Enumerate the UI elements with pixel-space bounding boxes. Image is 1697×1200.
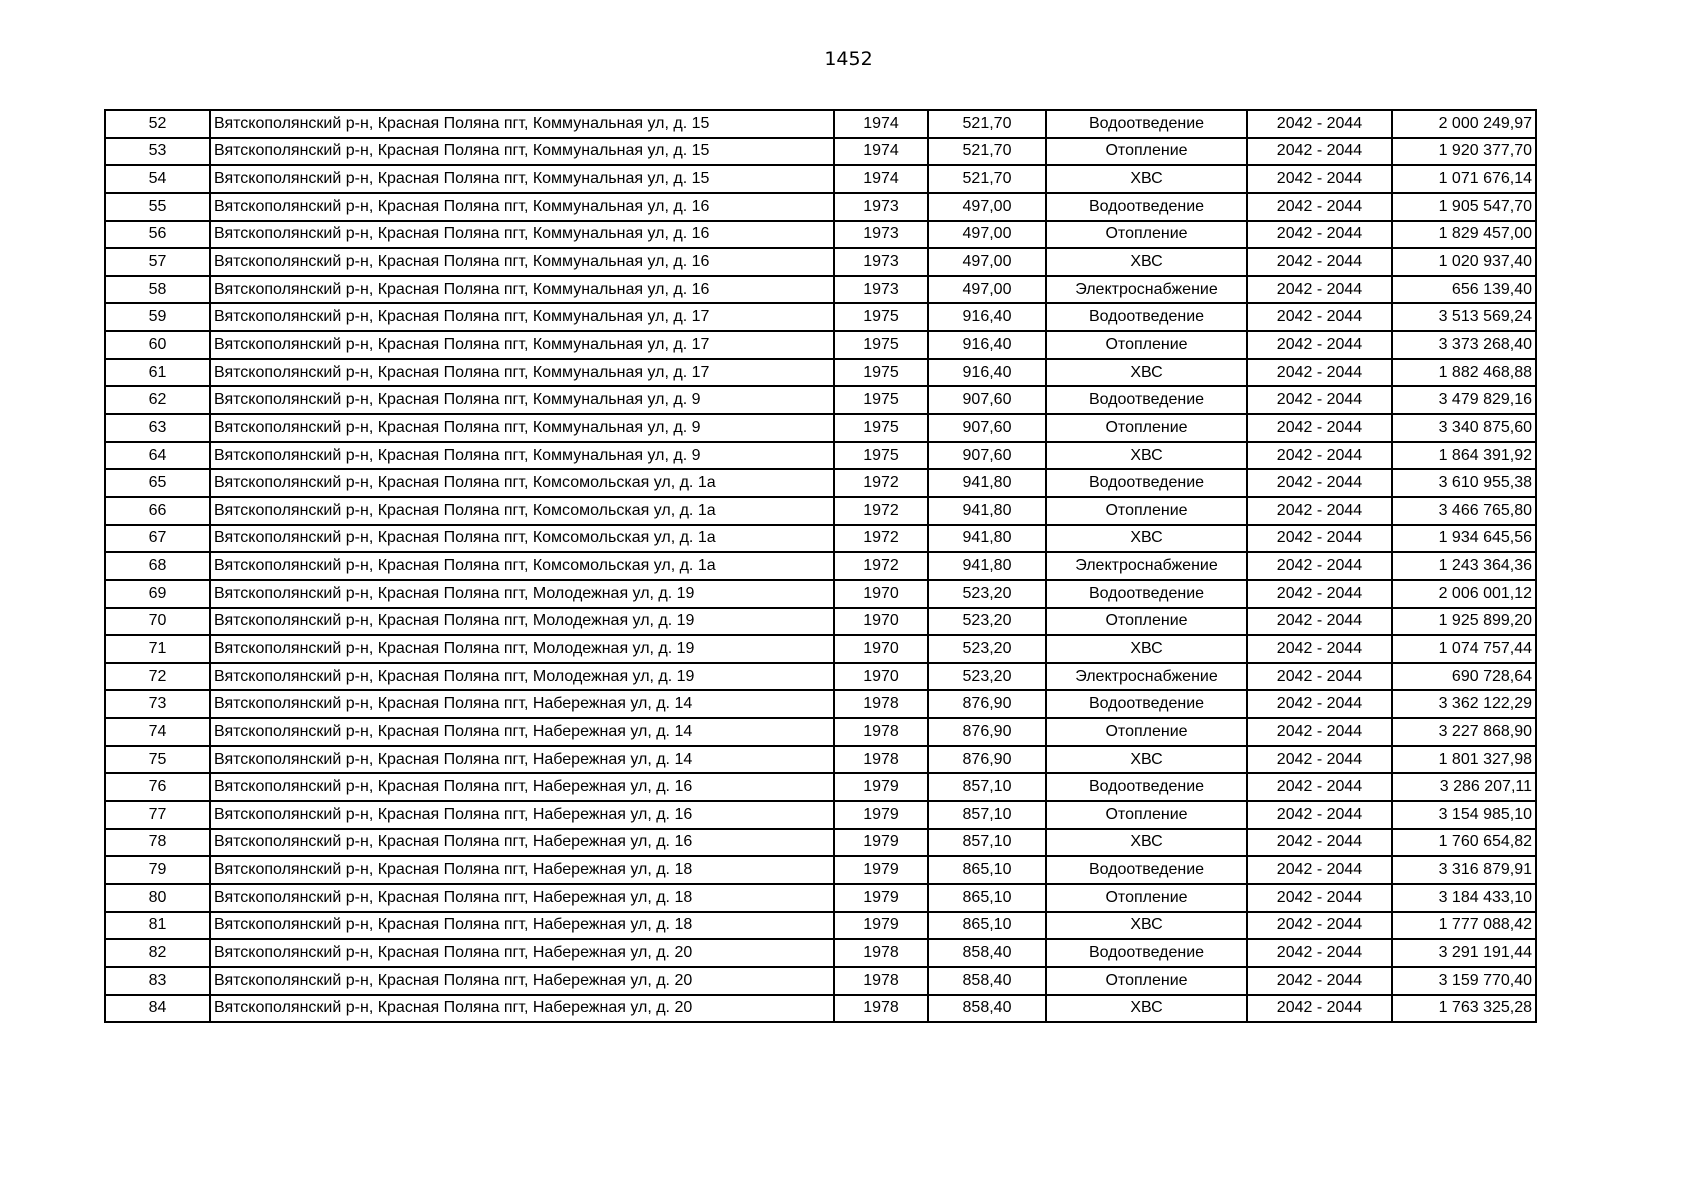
address-cell: Вятскополянский р-н, Красная Поляна пгт, Молодежная ул, д. 19 bbox=[210, 580, 834, 608]
table-row bbox=[105, 552, 1536, 580]
area-cell: 865,10 bbox=[928, 884, 1046, 912]
row-number-cell: 73 bbox=[105, 690, 210, 718]
service-cell: Отопление bbox=[1046, 331, 1247, 359]
table-row bbox=[105, 635, 1536, 663]
table-row bbox=[105, 386, 1536, 414]
address-cell: Вятскополянский р-н, Красная Поляна пгт, Набережная ул, д. 14 bbox=[210, 718, 834, 746]
cost-cell: 3 513 569,24 bbox=[1392, 303, 1536, 331]
table-row bbox=[105, 801, 1536, 829]
service-cell: Отопление bbox=[1046, 884, 1247, 912]
cost-cell: 3 291 191,44 bbox=[1392, 939, 1536, 967]
service-cell: ХВС bbox=[1046, 442, 1247, 470]
table-row bbox=[105, 773, 1536, 801]
service-cell: Водоотведение bbox=[1046, 386, 1247, 414]
table-row bbox=[105, 663, 1536, 691]
cost-cell: 1 920 377,70 bbox=[1392, 138, 1536, 166]
year-cell: 1972 bbox=[834, 469, 928, 497]
year-cell: 1973 bbox=[834, 276, 928, 304]
cost-cell: 1 905 547,70 bbox=[1392, 193, 1536, 221]
address-cell: Вятскополянский р-н, Красная Поляна пгт, Набережная ул, д. 18 bbox=[210, 856, 834, 884]
cost-cell: 1 020 937,40 bbox=[1392, 248, 1536, 276]
period-cell: 2042 - 2044 bbox=[1247, 773, 1392, 801]
row-number-cell: 79 bbox=[105, 856, 210, 884]
row-number-cell: 60 bbox=[105, 331, 210, 359]
cost-cell: 2 000 249,97 bbox=[1392, 110, 1536, 138]
service-cell: Отопление bbox=[1046, 967, 1247, 995]
period-cell: 2042 - 2044 bbox=[1247, 525, 1392, 553]
cost-cell: 1 934 645,56 bbox=[1392, 525, 1536, 553]
row-number-cell: 55 bbox=[105, 193, 210, 221]
table-row bbox=[105, 608, 1536, 636]
address-cell: Вятскополянский р-н, Красная Поляна пгт, Коммунальная ул, д. 16 bbox=[210, 276, 834, 304]
area-cell: 523,20 bbox=[928, 608, 1046, 636]
area-cell: 876,90 bbox=[928, 690, 1046, 718]
year-cell: 1973 bbox=[834, 221, 928, 249]
period-cell: 2042 - 2044 bbox=[1247, 690, 1392, 718]
service-cell: ХВС bbox=[1046, 248, 1247, 276]
period-cell: 2042 - 2044 bbox=[1247, 801, 1392, 829]
table-row bbox=[105, 718, 1536, 746]
table-row bbox=[105, 359, 1536, 387]
year-cell: 1974 bbox=[834, 138, 928, 166]
period-cell: 2042 - 2044 bbox=[1247, 608, 1392, 636]
service-cell: ХВС bbox=[1046, 525, 1247, 553]
service-cell: ХВС bbox=[1046, 635, 1247, 663]
cost-cell: 3 316 879,91 bbox=[1392, 856, 1536, 884]
year-cell: 1974 bbox=[834, 165, 928, 193]
service-cell: Водоотведение bbox=[1046, 193, 1247, 221]
table-row bbox=[105, 690, 1536, 718]
service-cell: Водоотведение bbox=[1046, 690, 1247, 718]
address-cell: Вятскополянский р-н, Красная Поляна пгт, Коммунальная ул, д. 16 bbox=[210, 221, 834, 249]
period-cell: 2042 - 2044 bbox=[1247, 718, 1392, 746]
area-cell: 523,20 bbox=[928, 663, 1046, 691]
area-cell: 916,40 bbox=[928, 303, 1046, 331]
service-cell: Водоотведение bbox=[1046, 939, 1247, 967]
row-number-cell: 70 bbox=[105, 608, 210, 636]
period-cell: 2042 - 2044 bbox=[1247, 663, 1392, 691]
table-row bbox=[105, 221, 1536, 249]
period-cell: 2042 - 2044 bbox=[1247, 580, 1392, 608]
cost-cell: 3 373 268,40 bbox=[1392, 331, 1536, 359]
service-cell: Электроснабжение bbox=[1046, 552, 1247, 580]
cost-cell: 1 777 088,42 bbox=[1392, 912, 1536, 940]
address-cell: Вятскополянский р-н, Красная Поляна пгт, Набережная ул, д. 16 bbox=[210, 773, 834, 801]
cost-cell: 2 006 001,12 bbox=[1392, 580, 1536, 608]
row-number-cell: 84 bbox=[105, 995, 210, 1023]
year-cell: 1972 bbox=[834, 552, 928, 580]
service-cell: Отопление bbox=[1046, 718, 1247, 746]
year-cell: 1970 bbox=[834, 608, 928, 636]
address-cell: Вятскополянский р-н, Красная Поляна пгт, Комсомольская ул, д. 1а bbox=[210, 469, 834, 497]
year-cell: 1975 bbox=[834, 303, 928, 331]
table-row bbox=[105, 276, 1536, 304]
cost-cell: 3 286 207,11 bbox=[1392, 773, 1536, 801]
cost-cell: 1 760 654,82 bbox=[1392, 829, 1536, 857]
area-cell: 497,00 bbox=[928, 221, 1046, 249]
row-number-cell: 63 bbox=[105, 414, 210, 442]
row-number-cell: 61 bbox=[105, 359, 210, 387]
address-cell: Вятскополянский р-н, Красная Поляна пгт, Молодежная ул, д. 19 bbox=[210, 608, 834, 636]
area-cell: 497,00 bbox=[928, 193, 1046, 221]
page-number: 1452 bbox=[824, 48, 873, 70]
year-cell: 1979 bbox=[834, 773, 928, 801]
area-cell: 497,00 bbox=[928, 248, 1046, 276]
year-cell: 1975 bbox=[834, 386, 928, 414]
period-cell: 2042 - 2044 bbox=[1247, 303, 1392, 331]
service-cell: Водоотведение bbox=[1046, 580, 1247, 608]
period-cell: 2042 - 2044 bbox=[1247, 386, 1392, 414]
period-cell: 2042 - 2044 bbox=[1247, 884, 1392, 912]
cost-cell: 1 829 457,00 bbox=[1392, 221, 1536, 249]
service-cell: ХВС bbox=[1046, 165, 1247, 193]
address-cell: Вятскополянский р-н, Красная Поляна пгт, Комсомольская ул, д. 1а bbox=[210, 497, 834, 525]
address-cell: Вятскополянский р-н, Красная Поляна пгт, Молодежная ул, д. 19 bbox=[210, 663, 834, 691]
period-cell: 2042 - 2044 bbox=[1247, 248, 1392, 276]
year-cell: 1979 bbox=[834, 856, 928, 884]
address-cell: Вятскополянский р-н, Красная Поляна пгт, Молодежная ул, д. 19 bbox=[210, 635, 834, 663]
area-cell: 857,10 bbox=[928, 801, 1046, 829]
table-body bbox=[105, 110, 1536, 1022]
year-cell: 1973 bbox=[834, 248, 928, 276]
period-cell: 2042 - 2044 bbox=[1247, 276, 1392, 304]
table-row bbox=[105, 995, 1536, 1023]
row-number-cell: 81 bbox=[105, 912, 210, 940]
year-cell: 1979 bbox=[834, 829, 928, 857]
repair-register-table bbox=[104, 109, 1537, 1023]
address-cell: Вятскополянский р-н, Красная Поляна пгт, Коммунальная ул, д. 16 bbox=[210, 193, 834, 221]
area-cell: 521,70 bbox=[928, 165, 1046, 193]
area-cell: 857,10 bbox=[928, 829, 1046, 857]
row-number-cell: 66 bbox=[105, 497, 210, 525]
row-number-cell: 68 bbox=[105, 552, 210, 580]
cost-cell: 1 074 757,44 bbox=[1392, 635, 1536, 663]
cost-cell: 1 763 325,28 bbox=[1392, 995, 1536, 1023]
address-cell: Вятскополянский р-н, Красная Поляна пгт, Набережная ул, д. 20 bbox=[210, 939, 834, 967]
table-row bbox=[105, 746, 1536, 774]
table-row bbox=[105, 165, 1536, 193]
service-cell: Электроснабжение bbox=[1046, 276, 1247, 304]
cost-cell: 1 801 327,98 bbox=[1392, 746, 1536, 774]
cost-cell: 690 728,64 bbox=[1392, 663, 1536, 691]
year-cell: 1972 bbox=[834, 525, 928, 553]
service-cell: Водоотведение bbox=[1046, 110, 1247, 138]
table-row bbox=[105, 414, 1536, 442]
area-cell: 865,10 bbox=[928, 856, 1046, 884]
year-cell: 1978 bbox=[834, 967, 928, 995]
cost-cell: 1 882 468,88 bbox=[1392, 359, 1536, 387]
service-cell: Водоотведение bbox=[1046, 856, 1247, 884]
table-row bbox=[105, 469, 1536, 497]
period-cell: 2042 - 2044 bbox=[1247, 331, 1392, 359]
year-cell: 1974 bbox=[834, 110, 928, 138]
year-cell: 1975 bbox=[834, 414, 928, 442]
year-cell: 1970 bbox=[834, 580, 928, 608]
area-cell: 523,20 bbox=[928, 580, 1046, 608]
area-cell: 521,70 bbox=[928, 138, 1046, 166]
row-number-cell: 59 bbox=[105, 303, 210, 331]
row-number-cell: 82 bbox=[105, 939, 210, 967]
period-cell: 2042 - 2044 bbox=[1247, 856, 1392, 884]
service-cell: Водоотведение bbox=[1046, 773, 1247, 801]
service-cell: ХВС bbox=[1046, 912, 1247, 940]
period-cell: 2042 - 2044 bbox=[1247, 552, 1392, 580]
address-cell: Вятскополянский р-н, Красная Поляна пгт, Коммунальная ул, д. 17 bbox=[210, 359, 834, 387]
year-cell: 1972 bbox=[834, 497, 928, 525]
year-cell: 1975 bbox=[834, 359, 928, 387]
row-number-cell: 64 bbox=[105, 442, 210, 470]
service-cell: Отопление bbox=[1046, 801, 1247, 829]
row-number-cell: 69 bbox=[105, 580, 210, 608]
period-cell: 2042 - 2044 bbox=[1247, 165, 1392, 193]
area-cell: 497,00 bbox=[928, 276, 1046, 304]
address-cell: Вятскополянский р-н, Красная Поляна пгт, Коммунальная ул, д. 17 bbox=[210, 303, 834, 331]
year-cell: 1978 bbox=[834, 939, 928, 967]
row-number-cell: 56 bbox=[105, 221, 210, 249]
year-cell: 1978 bbox=[834, 718, 928, 746]
address-cell: Вятскополянский р-н, Красная Поляна пгт, Набережная ул, д. 18 bbox=[210, 912, 834, 940]
area-cell: 858,40 bbox=[928, 939, 1046, 967]
area-cell: 523,20 bbox=[928, 635, 1046, 663]
table-row bbox=[105, 497, 1536, 525]
cost-cell: 3 340 875,60 bbox=[1392, 414, 1536, 442]
table-row bbox=[105, 884, 1536, 912]
cost-cell: 1 925 899,20 bbox=[1392, 608, 1536, 636]
table-row bbox=[105, 580, 1536, 608]
table-row bbox=[105, 138, 1536, 166]
year-cell: 1979 bbox=[834, 801, 928, 829]
row-number-cell: 80 bbox=[105, 884, 210, 912]
service-cell: Электроснабжение bbox=[1046, 663, 1247, 691]
address-cell: Вятскополянский р-н, Красная Поляна пгт, Коммунальная ул, д. 15 bbox=[210, 138, 834, 166]
area-cell: 876,90 bbox=[928, 746, 1046, 774]
service-cell: Водоотведение bbox=[1046, 303, 1247, 331]
row-number-cell: 76 bbox=[105, 773, 210, 801]
table-row bbox=[105, 525, 1536, 553]
table-row bbox=[105, 856, 1536, 884]
year-cell: 1970 bbox=[834, 635, 928, 663]
period-cell: 2042 - 2044 bbox=[1247, 746, 1392, 774]
service-cell: Отопление bbox=[1046, 138, 1247, 166]
address-cell: Вятскополянский р-н, Красная Поляна пгт, Набережная ул, д. 20 bbox=[210, 995, 834, 1023]
service-cell: ХВС bbox=[1046, 995, 1247, 1023]
address-cell: Вятскополянский р-н, Красная Поляна пгт, Коммунальная ул, д. 9 bbox=[210, 414, 834, 442]
area-cell: 907,60 bbox=[928, 414, 1046, 442]
cost-cell: 1 243 364,36 bbox=[1392, 552, 1536, 580]
cost-cell: 3 227 868,90 bbox=[1392, 718, 1536, 746]
period-cell: 2042 - 2044 bbox=[1247, 497, 1392, 525]
row-number-cell: 71 bbox=[105, 635, 210, 663]
row-number-cell: 74 bbox=[105, 718, 210, 746]
address-cell: Вятскополянский р-н, Красная Поляна пгт, Комсомольская ул, д. 1а bbox=[210, 552, 834, 580]
area-cell: 916,40 bbox=[928, 331, 1046, 359]
service-cell: Отопление bbox=[1046, 414, 1247, 442]
area-cell: 941,80 bbox=[928, 497, 1046, 525]
address-cell: Вятскополянский р-н, Красная Поляна пгт, Набережная ул, д. 16 bbox=[210, 829, 834, 857]
cost-cell: 3 362 122,29 bbox=[1392, 690, 1536, 718]
row-number-cell: 83 bbox=[105, 967, 210, 995]
period-cell: 2042 - 2044 bbox=[1247, 138, 1392, 166]
row-number-cell: 62 bbox=[105, 386, 210, 414]
year-cell: 1978 bbox=[834, 995, 928, 1023]
area-cell: 941,80 bbox=[928, 469, 1046, 497]
period-cell: 2042 - 2044 bbox=[1247, 359, 1392, 387]
cost-cell: 3 466 765,80 bbox=[1392, 497, 1536, 525]
address-cell: Вятскополянский р-н, Красная Поляна пгт, Коммунальная ул, д. 9 bbox=[210, 386, 834, 414]
cost-cell: 3 184 433,10 bbox=[1392, 884, 1536, 912]
period-cell: 2042 - 2044 bbox=[1247, 110, 1392, 138]
table-row bbox=[105, 829, 1536, 857]
address-cell: Вятскополянский р-н, Красная Поляна пгт, Коммунальная ул, д. 15 bbox=[210, 165, 834, 193]
year-cell: 1975 bbox=[834, 331, 928, 359]
row-number-cell: 78 bbox=[105, 829, 210, 857]
area-cell: 941,80 bbox=[928, 525, 1046, 553]
address-cell: Вятскополянский р-н, Красная Поляна пгт, Набережная ул, д. 14 bbox=[210, 690, 834, 718]
period-cell: 2042 - 2044 bbox=[1247, 469, 1392, 497]
year-cell: 1978 bbox=[834, 746, 928, 774]
year-cell: 1979 bbox=[834, 884, 928, 912]
area-cell: 907,60 bbox=[928, 442, 1046, 470]
service-cell: ХВС bbox=[1046, 829, 1247, 857]
address-cell: Вятскополянский р-н, Красная Поляна пгт, Коммунальная ул, д. 15 bbox=[210, 110, 834, 138]
table-row bbox=[105, 967, 1536, 995]
year-cell: 1979 bbox=[834, 912, 928, 940]
address-cell: Вятскополянский р-н, Красная Поляна пгт, Набережная ул, д. 14 bbox=[210, 746, 834, 774]
period-cell: 2042 - 2044 bbox=[1247, 414, 1392, 442]
address-cell: Вятскополянский р-н, Красная Поляна пгт, Набережная ул, д. 16 bbox=[210, 801, 834, 829]
cost-cell: 3 154 985,10 bbox=[1392, 801, 1536, 829]
cost-cell: 3 159 770,40 bbox=[1392, 967, 1536, 995]
row-number-cell: 58 bbox=[105, 276, 210, 304]
period-cell: 2042 - 2044 bbox=[1247, 995, 1392, 1023]
area-cell: 865,10 bbox=[928, 912, 1046, 940]
period-cell: 2042 - 2044 bbox=[1247, 442, 1392, 470]
table-row bbox=[105, 193, 1536, 221]
period-cell: 2042 - 2044 bbox=[1247, 912, 1392, 940]
period-cell: 2042 - 2044 bbox=[1247, 635, 1392, 663]
area-cell: 521,70 bbox=[928, 110, 1046, 138]
row-number-cell: 75 bbox=[105, 746, 210, 774]
row-number-cell: 52 bbox=[105, 110, 210, 138]
table-row bbox=[105, 248, 1536, 276]
row-number-cell: 77 bbox=[105, 801, 210, 829]
address-cell: Вятскополянский р-н, Красная Поляна пгт, Коммунальная ул, д. 17 bbox=[210, 331, 834, 359]
cost-cell: 656 139,40 bbox=[1392, 276, 1536, 304]
table-row bbox=[105, 939, 1536, 967]
address-cell: Вятскополянский р-н, Красная Поляна пгт, Коммунальная ул, д. 9 bbox=[210, 442, 834, 470]
service-cell: Отопление bbox=[1046, 497, 1247, 525]
table-row bbox=[105, 110, 1536, 138]
year-cell: 1970 bbox=[834, 663, 928, 691]
area-cell: 858,40 bbox=[928, 967, 1046, 995]
table-row bbox=[105, 303, 1536, 331]
row-number-cell: 53 bbox=[105, 138, 210, 166]
address-cell: Вятскополянский р-н, Красная Поляна пгт, Набережная ул, д. 20 bbox=[210, 967, 834, 995]
row-number-cell: 57 bbox=[105, 248, 210, 276]
service-cell: Отопление bbox=[1046, 608, 1247, 636]
area-cell: 857,10 bbox=[928, 773, 1046, 801]
service-cell: ХВС bbox=[1046, 746, 1247, 774]
period-cell: 2042 - 2044 bbox=[1247, 829, 1392, 857]
row-number-cell: 67 bbox=[105, 525, 210, 553]
area-cell: 941,80 bbox=[928, 552, 1046, 580]
row-number-cell: 72 bbox=[105, 663, 210, 691]
table-row bbox=[105, 442, 1536, 470]
cost-cell: 3 479 829,16 bbox=[1392, 386, 1536, 414]
service-cell: Отопление bbox=[1046, 221, 1247, 249]
area-cell: 876,90 bbox=[928, 718, 1046, 746]
table-row bbox=[105, 331, 1536, 359]
period-cell: 2042 - 2044 bbox=[1247, 939, 1392, 967]
cost-cell: 1 071 676,14 bbox=[1392, 165, 1536, 193]
year-cell: 1978 bbox=[834, 690, 928, 718]
address-cell: Вятскополянский р-н, Красная Поляна пгт, Коммунальная ул, д. 16 bbox=[210, 248, 834, 276]
table-row bbox=[105, 912, 1536, 940]
row-number-cell: 54 bbox=[105, 165, 210, 193]
address-cell: Вятскополянский р-н, Красная Поляна пгт, Комсомольская ул, д. 1а bbox=[210, 525, 834, 553]
period-cell: 2042 - 2044 bbox=[1247, 967, 1392, 995]
service-cell: ХВС bbox=[1046, 359, 1247, 387]
cost-cell: 1 864 391,92 bbox=[1392, 442, 1536, 470]
year-cell: 1973 bbox=[834, 193, 928, 221]
year-cell: 1975 bbox=[834, 442, 928, 470]
area-cell: 916,40 bbox=[928, 359, 1046, 387]
area-cell: 907,60 bbox=[928, 386, 1046, 414]
row-number-cell: 65 bbox=[105, 469, 210, 497]
period-cell: 2042 - 2044 bbox=[1247, 221, 1392, 249]
address-cell: Вятскополянский р-н, Красная Поляна пгт, Набережная ул, д. 18 bbox=[210, 884, 834, 912]
service-cell: Водоотведение bbox=[1046, 469, 1247, 497]
period-cell: 2042 - 2044 bbox=[1247, 193, 1392, 221]
area-cell: 858,40 bbox=[928, 995, 1046, 1023]
cost-cell: 3 610 955,38 bbox=[1392, 469, 1536, 497]
